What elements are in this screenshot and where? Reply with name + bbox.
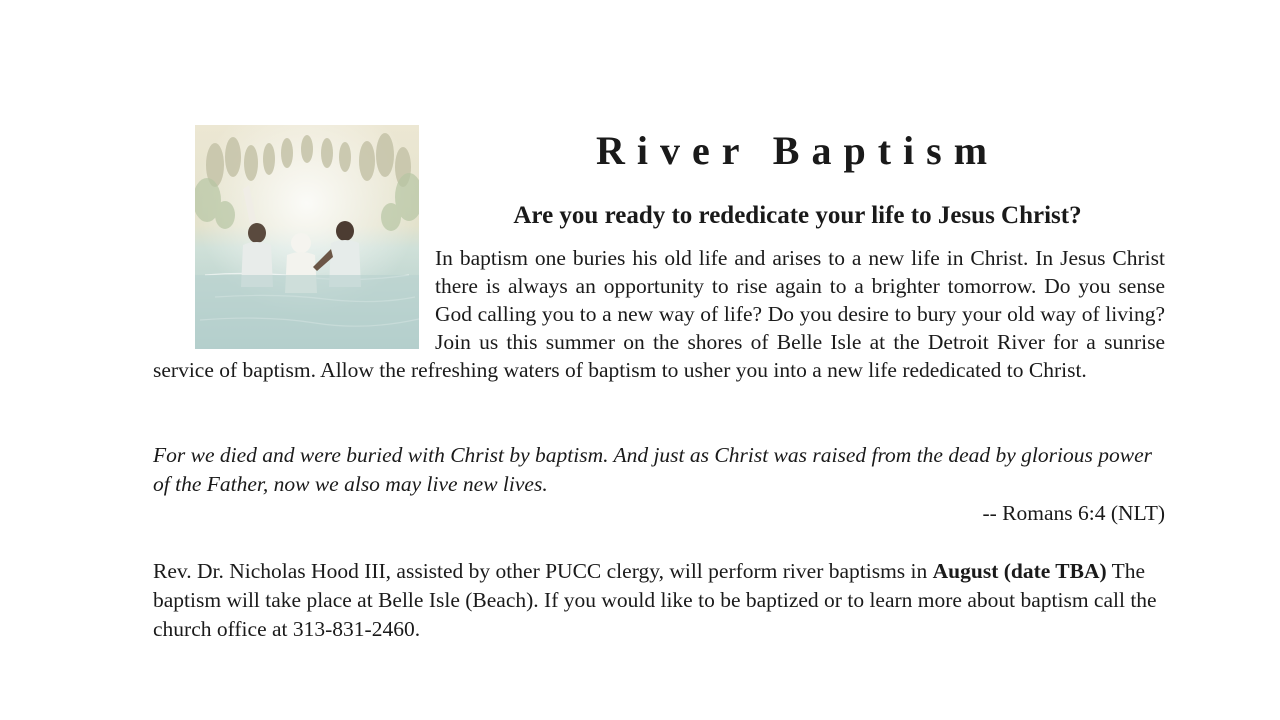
baptism-info bbox=[153, 557, 1165, 644]
scripture-citation: -- Romans 6:4 (NLT) bbox=[982, 501, 1165, 525]
info-date: August (date TBA) bbox=[932, 559, 1107, 583]
body-paragraph bbox=[153, 244, 1165, 384]
scripture-verse: For we died and were buried with Christ by baptism. And just as Christ was raised from the dead by glorious power of the Father, now we also may live new lives. bbox=[153, 443, 1152, 496]
slide-title: River Baptism bbox=[595, 128, 1000, 173]
info-text-end: The baptism will take place at Belle Isle (Beach). If you would like to be baptized or to learn more about baptism call the church office at 313-831-2460. bbox=[153, 559, 1157, 641]
slide-subtitle: Are you ready to rededicate your life to Jesus Christ? bbox=[513, 202, 1082, 229]
body-text: In baptism one buries his old life and arises to a new life in Christ. In Jesus Christ there is always an opportunity to rise again to a brighter tomorrow. Do you sense God calling you to a new way of life? Do you desire to bury your old way of living? Join us this summer on the shores of Belle Isle at the Detroit River for a sunrise service of baptism. Allow the refreshing waters of baptism to usher you into a new life rededicated to Christ. bbox=[153, 246, 1165, 382]
image-wrap-spacer bbox=[153, 244, 435, 356]
info-text-start: Rev. Dr. Nicholas Hood III, assisted by other PUCC clergy, will perform river baptisms in bbox=[153, 559, 933, 583]
